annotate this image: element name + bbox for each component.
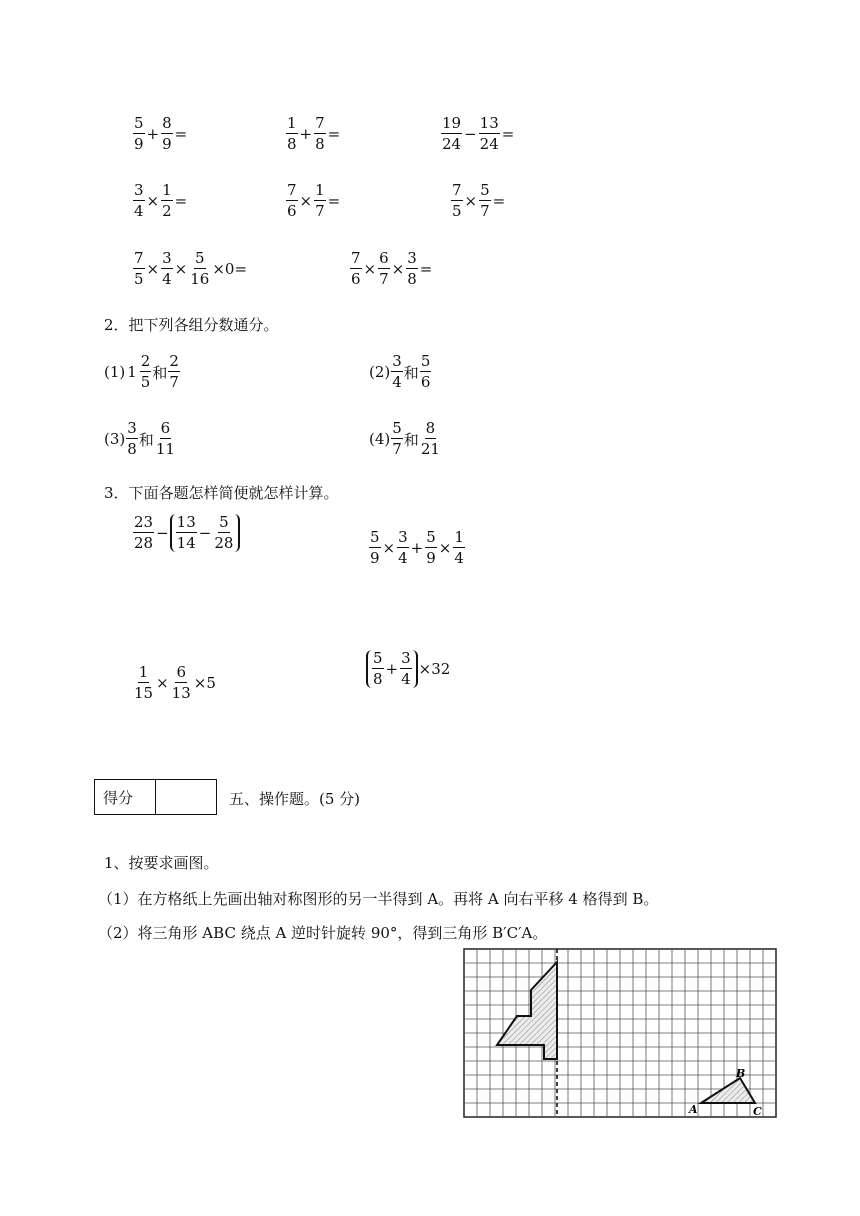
fraction: $\frac{13}{14}$ [176,513,196,552]
fraction: $\frac{1}{2}$ [162,181,172,220]
label-a: A [689,1103,698,1116]
fraction: $\frac{1}{4}$ [454,528,464,567]
fraction: $\frac{2}{5}$ [140,352,151,391]
grid-figure [463,948,779,1120]
fraction: $\frac{7}{6}$ [351,249,361,288]
fraction: $\frac{3}{4}$ [162,249,172,288]
fraction: $\frac{1}{8}$ [287,114,297,153]
q3-expr-3: $\frac{1}{15}$ × $\frac{6}{13}$ ×5 [134,663,216,702]
fraction: $\frac{7}{8}$ [315,114,325,153]
parenthesis-group: $\frac{5}{8}$ + $\frac{3}{4}$ [366,650,418,688]
section-5-question-1-part-1: （1）在方格纸上先画出轴对称图形的另一半得到 A。再将 A 向右平移 4 格得到 B。 [98,890,659,908]
fraction: $\frac{7}{5}$ [134,249,144,288]
fraction: $\frac{19}{24}$ [442,114,462,153]
section-5-question-1: 1、按要求画图。 [104,854,219,872]
fraction: $\frac{5}{7}$ [480,181,490,220]
fraction: $\frac{13}{24}$ [479,114,499,153]
fraction: $\frac{6}{11}$ [155,419,175,458]
fraction: $\frac{3}{8}$ [127,419,137,458]
fraction: $\frac{1}{7}$ [315,181,325,220]
calc-7-5-times-5-7: $\frac{7}{5}$ × $\frac{5}{7}$ = [452,181,506,220]
score-box [94,779,217,815]
fraction: $\frac{7}{5}$ [452,181,462,220]
q3-expr-4: $\frac{5}{8}$ + $\frac{3}{4}$ ×32 [366,650,451,688]
score-value-field[interactable] [156,780,217,815]
fraction: $\frac{3}{4}$ [392,352,402,391]
calc-7-6-times-1-7: $\frac{7}{6}$ × $\frac{1}{7}$ = [287,181,341,220]
fraction: $\frac{7}{6}$ [287,181,297,220]
calc-5-9-plus-8-9: $\frac{5}{9}$ + $\frac{8}{9}$ = [134,114,188,153]
fraction: $\frac{6}{13}$ [171,663,191,702]
fraction: $\frac{23}{28}$ [134,513,154,552]
fraction: $\frac{2}{7}$ [169,352,179,391]
label-b: B [736,1067,746,1080]
fraction: $\frac{5}{6}$ [420,352,431,391]
fraction: $\frac{5}{8}$ [373,649,383,688]
q2-item-3: (3) $\frac{3}{8}$ 和 $\frac{6}{11}$ [104,419,175,458]
question-3-title: 3．下面各题怎样简便就怎样计算。 [104,484,339,502]
fraction: $\frac{8}{21}$ [420,419,440,458]
fraction: $\frac{5}{9}$ [370,528,380,567]
q3-expr-1: $\frac{23}{28}$ − $\frac{13}{14}$ − $\frac{5}{28}$ [132,514,240,552]
calc-19-24-minus-13-24: $\frac{19}{24}$ − $\frac{13}{24}$ = [442,114,515,153]
calc-3-4-times-1-2: $\frac{3}{4}$ × $\frac{1}{2}$ = [134,181,188,220]
q2-item-4: (4) $\frac{5}{7}$ 和 $\frac{8}{21}$ [369,419,440,458]
fraction: $\frac{3}{4}$ [401,649,411,688]
parenthesis-group: $\frac{13}{14}$ − $\frac{5}{28}$ [170,514,241,552]
fraction: $\frac{1}{15}$ [134,663,154,702]
grid-paper [463,948,779,1124]
label-c: C [753,1105,762,1118]
fraction: $\frac{6}{7}$ [379,249,389,288]
section-5-question-1-part-2: （2）将三角形 ABC 绕点 A 逆时针旋转 90°，得到三角形 B′C′A。 [98,924,548,942]
fraction: $\frac{5}{9}$ [134,114,144,153]
fraction: $\frac{5}{7}$ [392,419,402,458]
fraction: $\frac{5}{28}$ [214,513,234,552]
calc-1-8-plus-7-8: $\frac{1}{8}$ + $\frac{7}{8}$ = [287,114,341,153]
calc-triple-product: $\frac{7}{6}$ × $\frac{6}{7}$ × $\frac{3}{8}$ = [351,249,433,288]
fraction: $\frac{5}{16}$ [190,249,210,288]
fraction: $\frac{3}{4}$ [398,528,408,567]
fraction: $\frac{8}{9}$ [162,114,172,153]
fraction: $\frac{3}{4}$ [134,181,144,220]
fraction: $\frac{5}{9}$ [426,528,436,567]
section-5-title: 五、操作题。(5 分) [229,790,361,808]
q3-expr-2: $\frac{5}{9}$ × $\frac{3}{4}$ + $\frac{5}{9}$ × $\frac{1}{4}$ [370,528,464,567]
q2-item-2: (2) $\frac{3}{4}$ 和 $\frac{5}{6}$ [369,352,431,391]
question-2-title: 2．把下列各组分数通分。 [104,316,279,334]
fraction: $\frac{3}{8}$ [407,249,417,288]
calc-product-times-zero: $\frac{7}{5}$ × $\frac{3}{4}$ × $\frac{5}{16}$ ×0= [134,249,248,288]
q2-item-1: (1) 1 $\frac{2}{5}$ 和 $\frac{2}{7}$ [104,352,179,391]
score-label: 得分 [95,780,156,815]
